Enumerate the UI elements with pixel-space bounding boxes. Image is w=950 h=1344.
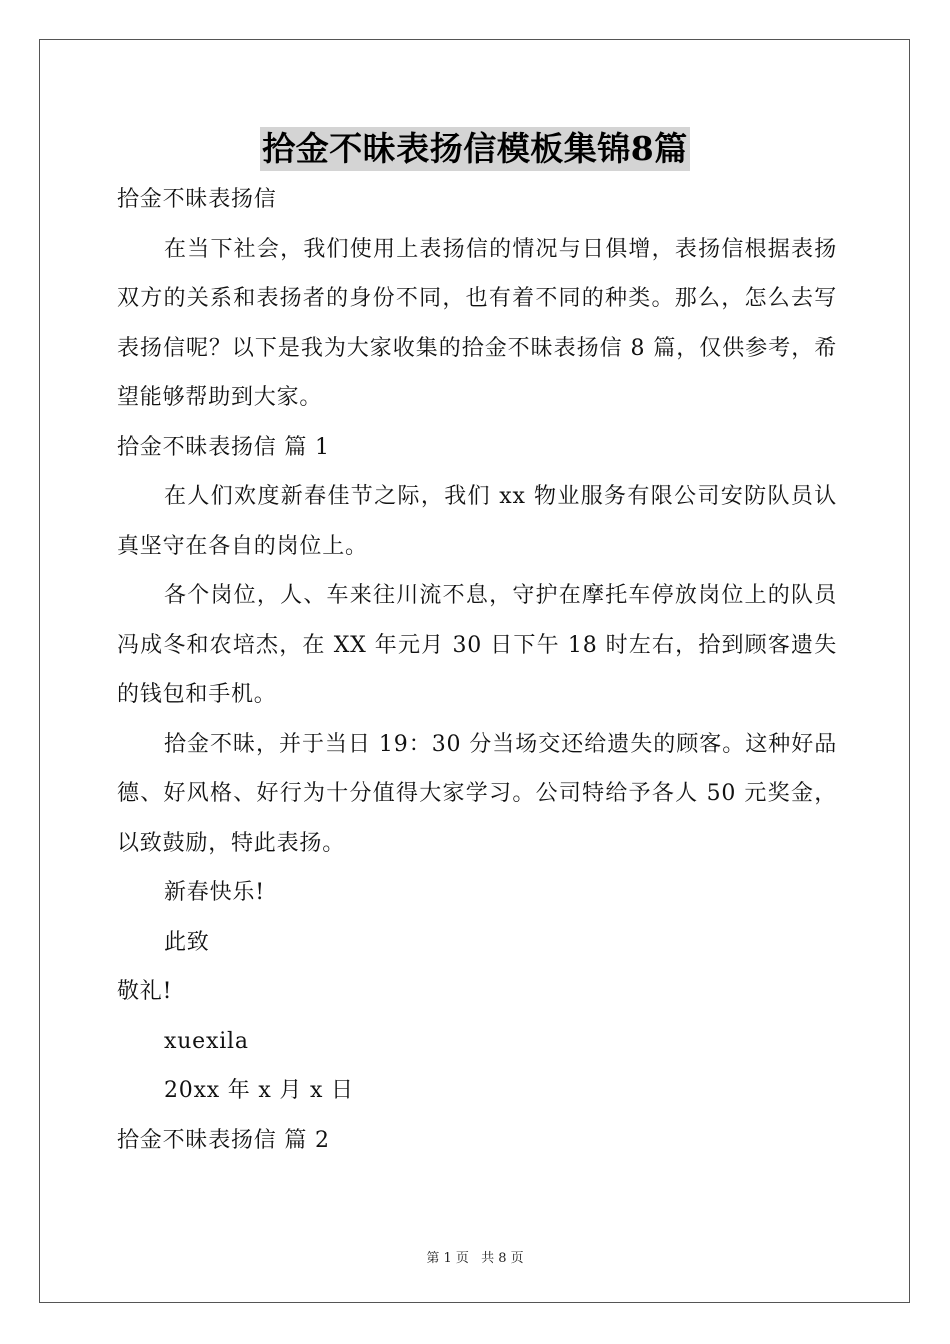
- section-heading-1: 拾金不昧表扬信 篇 1: [117, 434, 330, 460]
- section-heading: 拾金不昧表扬信: [117, 187, 277, 212]
- document-title: 拾金不昧表扬信模板集锦8篇: [260, 127, 689, 171]
- paragraph-intro: 在当下社会，我们使用上表扬信的情况与日俱增，表扬信根据表扬双方的关系和表扬者的身份不同，也有着不同的种类。那么，怎么去写表扬信呢？以下是我为大家收集的拾金不昧表扬信 8 篇，仅供参考，希望能够帮助到大家。: [117, 236, 837, 410]
- title-wrap: [0, 127, 950, 171]
- signature-name: xuexila: [164, 1028, 249, 1054]
- paragraph: 拾金不昧，并于当日 19：30 分当场交还给遗失的顾客。这种好品德、好风格、好行为十分值得大家学习。公司特给予各人 50 元奖金，以致鼓励，特此表扬。: [117, 731, 837, 856]
- closing-salutation: 此致: [164, 929, 210, 955]
- closing-respect: 敬礼!: [117, 979, 173, 1004]
- page-total: 共 8 页: [481, 1251, 524, 1266]
- greeting: 新春快乐!: [164, 880, 265, 905]
- paragraph: 在人们欢度新春佳节之际，我们 xx 物业服务有限公司安防队员认真坚守在各自的岗位上。: [117, 484, 837, 559]
- page-number: 第 1 页: [426, 1251, 469, 1266]
- signature-date: 20xx 年 x 月 x 日: [164, 1078, 354, 1103]
- section-heading-2: 拾金不昧表扬信 篇 2: [117, 1127, 330, 1153]
- page-footer: [0, 1247, 950, 1266]
- document-body: [117, 175, 837, 1165]
- paragraph: 各个岗位，人、车来往川流不息，守护在摩托车停放岗位上的队员冯成冬和农培杰，在 XX 年元月 30 日下午 18 时左右，拾到顾客遗失的钱包和手机。: [117, 583, 837, 707]
